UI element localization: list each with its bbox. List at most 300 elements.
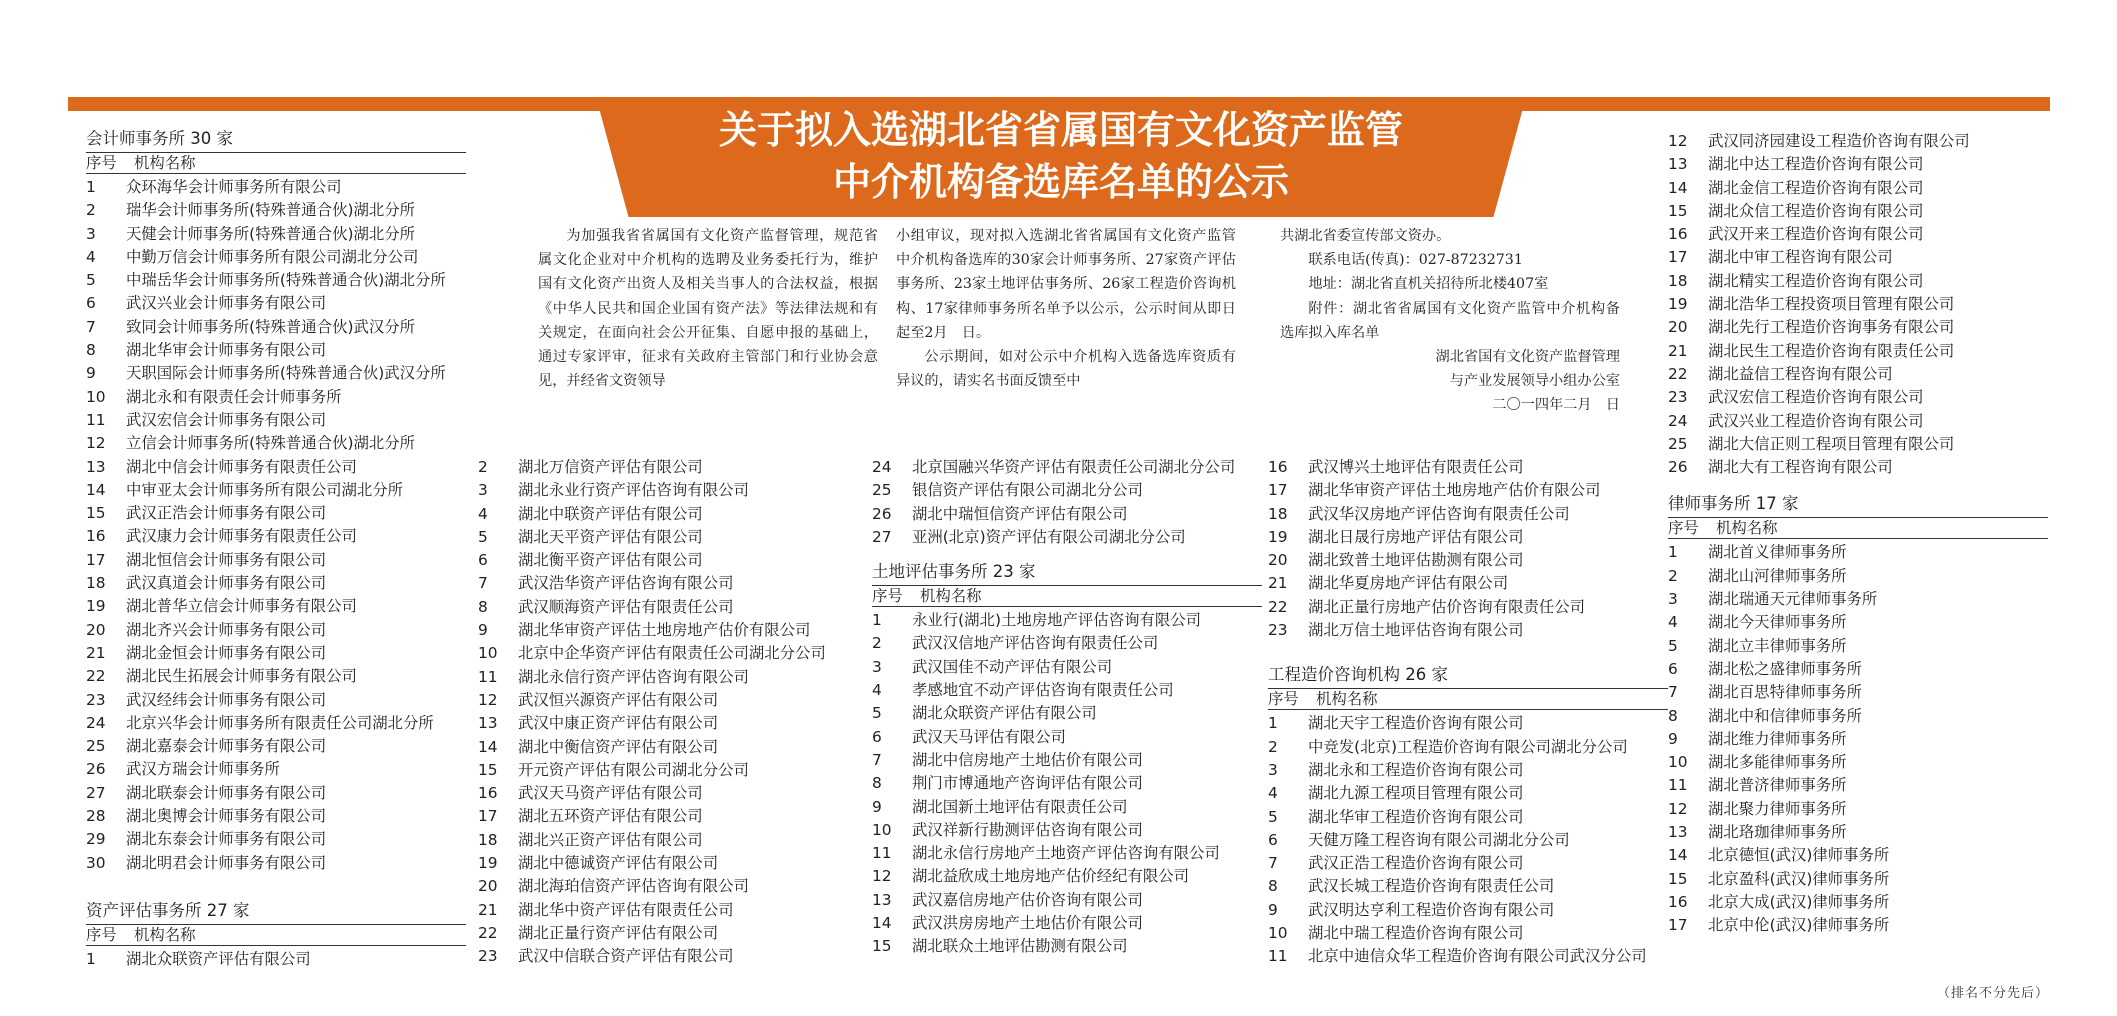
- land-list-part1: [872, 609, 1262, 958]
- item-number: 23: [1668, 388, 1688, 407]
- asset-list-part3: [872, 456, 1262, 549]
- item-number: 1: [86, 950, 96, 968]
- list-item: [478, 922, 848, 945]
- item-number: 7: [478, 574, 488, 593]
- paragraph-contact-unit: 共湖北省委宣传部文资办。: [1280, 228, 1451, 244]
- list-item: [1268, 782, 1668, 805]
- section-heading-law: 律师事务所 17 家: [1668, 494, 1799, 514]
- item-number: 4: [1268, 784, 1278, 803]
- accounting-list: [86, 176, 466, 875]
- item-number: 5: [872, 704, 882, 723]
- item-name: 湖北奥博会计师事务有限公司: [126, 807, 327, 826]
- item-number: 20: [1668, 318, 1688, 337]
- header-name: 机构名称: [1316, 690, 1378, 709]
- item-name: 湖北海珀信资产评估咨询有限公司: [518, 877, 749, 896]
- item-name: 湖北众信工程造价咨询有限公司: [1708, 201, 1924, 220]
- list-item: [478, 875, 848, 898]
- item-name: 湖北多能律师事务所: [1708, 753, 1847, 772]
- list-item: [86, 362, 466, 385]
- item-number: 2: [1668, 566, 1678, 585]
- item-number: 28: [86, 807, 106, 826]
- item-number: 21: [1268, 574, 1288, 593]
- title-line-1: 关于拟入选湖北省省属国有文化资产监管: [718, 107, 1403, 152]
- list-item: [478, 712, 848, 735]
- list-item: [1268, 456, 1668, 479]
- item-number: 12: [478, 690, 498, 709]
- list-item: [478, 642, 848, 665]
- list-item: [1268, 806, 1668, 829]
- item-name: 武汉同济园建设工程造价咨询有限公司: [1708, 132, 1970, 150]
- item-name: 亚洲(北京)资产评估有限公司湖北分公司: [912, 527, 1186, 546]
- section-heading-asset: 资产评估事务所 27 家: [86, 901, 250, 920]
- signature-date: 二〇一四年二月 日: [1492, 397, 1620, 414]
- list-item: [86, 269, 466, 292]
- list-item: [86, 339, 466, 362]
- item-number: 10: [1268, 924, 1288, 943]
- item-name: 湖北华审资产评估土地房地产估价有限公司: [1308, 481, 1601, 500]
- item-number: 1: [1268, 714, 1278, 733]
- item-number: 22: [1268, 597, 1288, 616]
- list-item: [1668, 728, 2048, 751]
- contact-phone: 联系电话(传真)：027-87232731: [1308, 252, 1523, 269]
- item-name: 湖北山河律师事务所: [1708, 566, 1847, 585]
- item-number: 16: [1668, 892, 1688, 911]
- item-name: 武汉开来工程造价咨询有限公司: [1708, 225, 1924, 244]
- item-name: 天健万隆工程咨询有限公司湖北分公司: [1308, 830, 1570, 849]
- item-name: 湖北中和信律师事务所: [1708, 706, 1862, 725]
- asset-list-part2: [478, 456, 848, 969]
- col-accounting: [86, 126, 466, 875]
- list-item: [86, 782, 466, 805]
- item-name: 武汉宏信工程造价咨询有限公司: [1708, 388, 1924, 407]
- table-header: [1268, 688, 1668, 710]
- item-name: 立信会计师事务所(特殊普通合伙)湖北分所: [126, 434, 416, 453]
- list-item: [1668, 798, 2048, 821]
- item-number: 29: [86, 830, 106, 849]
- item-name: 武汉康力会计师事务有限责任公司: [126, 527, 357, 546]
- item-name: 武汉正浩工程造价咨询有限公司: [1308, 854, 1524, 873]
- item-number: 5: [1668, 636, 1678, 655]
- item-number: 11: [1268, 947, 1288, 966]
- list-item: [1668, 658, 2048, 681]
- item-number: 4: [1668, 613, 1678, 632]
- item-name: 湖北益欣成土地房地产估价经纪有限公司: [912, 867, 1190, 886]
- list-item: [478, 503, 848, 526]
- item-number: 6: [872, 727, 882, 746]
- item-name: 湖北嘉泰会计师事务有限公司: [126, 737, 327, 756]
- header-no: 序号: [872, 587, 903, 606]
- item-name: 北京中迪信众华工程造价咨询有限公司武汉分公司: [1308, 947, 1647, 966]
- list-item: [1268, 596, 1668, 619]
- item-number: 7: [86, 317, 96, 336]
- item-number: 13: [1668, 823, 1688, 842]
- list-item: [1268, 479, 1668, 502]
- item-number: 8: [872, 774, 882, 793]
- item-name: 湖北中达工程造价咨询有限公司: [1708, 155, 1924, 174]
- table-header: [86, 152, 466, 174]
- engineering-list-part2: [1668, 130, 2048, 479]
- item-number: 6: [478, 551, 488, 570]
- item-number: 18: [478, 830, 498, 849]
- item-name: 瑞华会计师事务所(特殊普通合伙)湖北分所: [126, 201, 416, 220]
- list-item: [478, 596, 848, 619]
- list-item: [86, 479, 466, 502]
- item-name: 湖北民生工程造价咨询有限责任公司: [1708, 341, 1955, 360]
- list-item: [478, 479, 848, 502]
- list-item: [1268, 899, 1668, 922]
- list-item: [86, 595, 466, 618]
- item-number: 24: [1668, 411, 1688, 430]
- signature-org-1: 湖北省国有文化资产监督管理: [1435, 349, 1620, 366]
- signature-org-2: 与产业发展领导小组办公室: [1449, 373, 1620, 390]
- item-number: 12: [872, 867, 892, 886]
- item-name: 武汉天马评估有限公司: [912, 727, 1066, 746]
- item-name: 湖北恒信会计师事务有限公司: [126, 550, 327, 569]
- item-name: 湖北华审工程造价咨询有限公司: [1308, 807, 1524, 826]
- list-item: [86, 409, 466, 432]
- header-no: 序号: [1268, 690, 1299, 709]
- list-item: [86, 665, 466, 688]
- list-item: [86, 948, 466, 971]
- item-number: 16: [478, 784, 498, 803]
- item-number: 2: [478, 458, 488, 476]
- list-item: [86, 712, 466, 735]
- item-name: 武汉中康正资产评估有限公司: [518, 714, 719, 733]
- item-name: 湖北众联资产评估有限公司: [126, 950, 311, 968]
- list-item: [1668, 410, 2048, 433]
- item-name: 中审亚太会计师事务所有限公司湖北分所: [126, 480, 404, 499]
- item-name: 湖北益信工程咨询有限公司: [1708, 364, 1893, 383]
- item-name: 武汉祥新行勘测评估咨询有限公司: [912, 820, 1143, 839]
- item-number: 11: [872, 844, 892, 863]
- list-item: [872, 456, 1262, 479]
- list-item: [1268, 549, 1668, 572]
- item-name: 武汉中信联合资产评估有限公司: [518, 947, 734, 966]
- item-number: 9: [1668, 729, 1678, 748]
- list-item: [872, 912, 1262, 935]
- list-item: [86, 432, 466, 455]
- item-number: 5: [86, 271, 96, 290]
- item-name: 天健会计师事务所(特殊普通合伙)湖北分所: [126, 224, 416, 243]
- item-name: 湖北永信行资产评估咨询有限公司: [518, 667, 749, 686]
- item-name: 湖北立丰律师事务所: [1708, 636, 1847, 655]
- item-number: 14: [872, 914, 892, 933]
- item-number: 3: [478, 481, 488, 500]
- item-name: 湖北天宇工程造价咨询有限公司: [1308, 714, 1524, 733]
- list-item: [1268, 712, 1668, 735]
- list-item: [872, 726, 1262, 749]
- item-name: 湖北首义律师事务所: [1708, 543, 1847, 562]
- item-number: 9: [478, 621, 488, 640]
- item-name: 武汉浩华资产评估咨询有限公司: [518, 574, 734, 593]
- item-number: 14: [86, 480, 106, 499]
- item-name: 湖北中审工程咨询有限公司: [1708, 248, 1893, 267]
- table-header: [1668, 517, 2048, 539]
- list-item: [872, 479, 1262, 502]
- item-name: 北京兴华会计师事务所有限责任公司湖北分所: [126, 713, 434, 732]
- list-item: [872, 796, 1262, 819]
- item-name: 北京中伦(武汉)律师事务所: [1708, 916, 1890, 935]
- item-number: 6: [1668, 659, 1678, 678]
- item-number: 15: [478, 760, 498, 779]
- item-number: 17: [1268, 481, 1288, 500]
- col-engineering: [1268, 456, 1668, 969]
- col-law: [1668, 130, 2048, 938]
- item-number: 26: [86, 760, 106, 779]
- item-number: 15: [86, 504, 106, 523]
- header-no: 序号: [86, 926, 117, 944]
- item-number: 25: [1668, 434, 1688, 453]
- item-name: 湖北永和工程造价咨询有限公司: [1308, 760, 1524, 779]
- item-name: 湖北普华立信会计师事务有限公司: [126, 597, 357, 616]
- list-item: [872, 749, 1262, 772]
- item-number: 21: [86, 643, 106, 662]
- item-name: 北京德恒(武汉)律师事务所: [1708, 846, 1890, 865]
- item-number: 16: [1268, 458, 1288, 476]
- list-item: [872, 889, 1262, 912]
- item-name: 湖北民生拓展会计师事务有限公司: [126, 667, 357, 686]
- item-number: 12: [86, 434, 106, 453]
- item-name: 武汉博兴土地评估有限责任公司: [1308, 458, 1524, 476]
- item-number: 13: [478, 714, 498, 733]
- list-item: [1268, 572, 1668, 595]
- header-name: 机构名称: [134, 154, 196, 172]
- item-name: 湖北松之盛律师事务所: [1708, 659, 1862, 678]
- list-item: [1668, 223, 2048, 246]
- item-name: 武汉明达亨利工程造价咨询有限公司: [1308, 900, 1555, 919]
- item-number: 23: [478, 947, 498, 966]
- item-number: 24: [872, 458, 892, 476]
- item-name: 湖北中瑞恒信资产评估有限公司: [912, 504, 1128, 523]
- list-item: [86, 852, 466, 875]
- item-name: 湖北华审资产评估土地房地产估价有限公司: [518, 621, 811, 640]
- paragraph-col-1: [538, 224, 878, 393]
- paragraph-intro-cont: 小组审议，现对拟入选湖北省省属国有文化资产监管中介机构备选库的30家会计师事务所、27家资产评估事务所、23家土地评估事务所、26家工程造价咨询机构、17家律师事务所名单予以公示，公示时间从即日起至2月 日。: [896, 228, 1236, 341]
- item-name: 湖北中联资产评估有限公司: [518, 504, 703, 523]
- item-number: 23: [86, 690, 106, 709]
- item-number: 21: [478, 900, 498, 919]
- item-number: 7: [1668, 683, 1678, 702]
- list-item: [1268, 759, 1668, 782]
- item-number: 18: [86, 574, 106, 593]
- item-number: 11: [86, 410, 106, 429]
- item-name: 武汉经纬会计师事务有限公司: [126, 690, 327, 709]
- item-name: 湖北先行工程造价咨询事务有限公司: [1708, 318, 1955, 337]
- list-item: [478, 572, 848, 595]
- list-item: [478, 456, 848, 479]
- item-number: 15: [872, 937, 892, 956]
- item-name: 武汉华汉房地产评估咨询有限责任公司: [1308, 504, 1570, 523]
- list-item: [478, 526, 848, 549]
- list-item: [1268, 852, 1668, 875]
- list-item: [1668, 340, 2048, 363]
- item-name: 湖北普济律师事务所: [1708, 776, 1847, 795]
- list-item: [478, 852, 848, 875]
- item-number: 10: [872, 820, 892, 839]
- col-land: [872, 456, 1262, 959]
- item-name: 湖北维力律师事务所: [1708, 729, 1847, 748]
- list-item: [872, 935, 1262, 958]
- list-item: [86, 176, 466, 199]
- list-item: [1668, 456, 2048, 479]
- item-number: 3: [1668, 590, 1678, 609]
- list-item: [86, 246, 466, 269]
- list-item: [872, 656, 1262, 679]
- item-name: 武汉国佳不动产评估有限公司: [912, 657, 1113, 676]
- list-item: [478, 899, 848, 922]
- law-list: [1668, 541, 2048, 937]
- item-number: 1: [86, 178, 96, 196]
- list-item: [1268, 922, 1668, 945]
- contact-address: 地址：湖北省直机关招待所北楼407室: [1308, 276, 1549, 293]
- item-name: 永业行(湖北)土地房地产评估咨询有限公司: [912, 611, 1202, 630]
- item-name: 武汉真道会计师事务有限公司: [126, 574, 327, 593]
- list-item: [86, 549, 466, 572]
- item-number: 19: [1268, 527, 1288, 546]
- item-number: 30: [86, 853, 106, 872]
- engineering-list-part1: [1268, 712, 1668, 968]
- list-item: [1668, 751, 2048, 774]
- item-number: 19: [1668, 295, 1688, 314]
- item-name: 湖北大有工程咨询有限公司: [1708, 458, 1893, 477]
- list-item: [86, 619, 466, 642]
- item-name: 武汉长城工程造价咨询有限责任公司: [1308, 877, 1555, 896]
- item-name: 武汉正浩会计师事务有限公司: [126, 504, 327, 523]
- item-name: 湖北金恒会计师事务有限公司: [126, 643, 327, 662]
- list-item: [1268, 945, 1668, 968]
- item-number: 3: [872, 657, 882, 676]
- list-item: [86, 223, 466, 246]
- item-number: 25: [86, 737, 106, 756]
- item-number: 13: [872, 890, 892, 909]
- item-name: 武汉兴业工程造价咨询有限公司: [1708, 411, 1924, 430]
- item-number: 10: [86, 387, 106, 406]
- item-number: 17: [1668, 916, 1688, 935]
- item-number: 20: [478, 877, 498, 896]
- list-item: [478, 805, 848, 828]
- item-number: 15: [1668, 869, 1688, 888]
- item-name: 湖北华夏房地产评估有限公司: [1308, 574, 1509, 593]
- item-number: 23: [1268, 621, 1288, 640]
- item-number: 11: [478, 667, 498, 686]
- item-number: 26: [872, 504, 892, 523]
- item-number: 25: [872, 481, 892, 500]
- item-name: 湖北天平资产评估有限公司: [518, 527, 703, 546]
- item-name: 中瑞岳华会计师事务所(特殊普通合伙)湖北分所: [126, 271, 446, 290]
- list-item: [872, 679, 1262, 702]
- list-item: [478, 666, 848, 689]
- item-name: 湖北齐兴会计师事务有限公司: [126, 620, 327, 639]
- list-item: [86, 292, 466, 315]
- item-number: 1: [1668, 543, 1678, 562]
- list-item: [86, 456, 466, 479]
- paragraph-objection: 公示期间，如对公示中介机构入选备选库资质有异议的，请实名书面反馈至中: [896, 349, 1236, 390]
- item-name: 湖北正量行房地产估价咨询有限责任公司: [1308, 597, 1586, 616]
- col-asset-start: [86, 898, 466, 971]
- list-item: [1268, 526, 1668, 549]
- list-item: [872, 819, 1262, 842]
- list-item: [1268, 829, 1668, 852]
- list-item: [478, 689, 848, 712]
- item-name: 北京国融兴华资产评估有限责任公司湖北分公司: [912, 458, 1236, 476]
- section-heading-accounting: 会计师事务所 30 家: [86, 129, 233, 148]
- list-item: [1668, 293, 2048, 316]
- list-item: [1668, 844, 2048, 867]
- item-number: 8: [1668, 706, 1678, 725]
- list-item: [1668, 565, 2048, 588]
- item-number: 10: [478, 644, 498, 663]
- list-item: [86, 572, 466, 595]
- item-name: 湖北东泰会计师事务有限公司: [126, 830, 327, 849]
- title-line-2: 中介机构备选库名单的公示: [832, 159, 1289, 204]
- item-number: 17: [1668, 248, 1688, 267]
- item-name: 湖北珞珈律师事务所: [1708, 823, 1847, 842]
- item-number: 6: [86, 294, 96, 313]
- list-item: [1268, 619, 1668, 642]
- item-name: 武汉汉信地产评估咨询有限责任公司: [912, 634, 1159, 653]
- item-name: 湖北聚力律师事务所: [1708, 799, 1847, 818]
- item-number: 7: [872, 750, 882, 769]
- item-name: 湖北万信土地评估咨询有限公司: [1308, 621, 1524, 640]
- list-item: [86, 525, 466, 548]
- table-header: [86, 924, 466, 946]
- item-name: 湖北中德诚资产评估有限公司: [518, 854, 719, 873]
- list-item: [478, 945, 848, 968]
- table-header: [872, 585, 1262, 607]
- item-name: 湖北联众土地评估勘测有限公司: [912, 937, 1128, 956]
- item-number: 20: [86, 620, 106, 639]
- item-number: 14: [1668, 846, 1688, 865]
- item-number: 16: [86, 527, 106, 546]
- land-list-part2: [1268, 456, 1668, 642]
- item-name: 武汉天马资产评估有限公司: [518, 784, 703, 803]
- item-number: 20: [1268, 551, 1288, 570]
- item-name: 天职国际会计师事务所(特殊普通合伙)武汉分所: [126, 364, 446, 383]
- item-name: 湖北中瑞工程造价咨询有限公司: [1308, 924, 1524, 943]
- item-number: 9: [1268, 900, 1278, 919]
- item-name: 湖北中衡信资产评估有限公司: [518, 737, 719, 756]
- item-name: 湖北永业行资产评估咨询有限公司: [518, 481, 749, 500]
- header-name: 机构名称: [1716, 519, 1778, 538]
- list-item: [478, 829, 848, 852]
- list-item: [1268, 503, 1668, 526]
- item-number: 13: [86, 457, 106, 476]
- list-item: [478, 782, 848, 805]
- item-name: 湖北大信正则工程项目管理有限公司: [1708, 434, 1955, 453]
- item-name: 湖北衡平资产评估有限公司: [518, 551, 703, 570]
- list-item: [1668, 386, 2048, 409]
- list-item: [872, 609, 1262, 632]
- list-item: [872, 842, 1262, 865]
- item-number: 17: [478, 807, 498, 826]
- list-item: [1668, 635, 2048, 658]
- item-number: 9: [872, 797, 882, 816]
- list-item: [872, 702, 1262, 725]
- item-name: 湖北华审会计师事务有限公司: [126, 341, 327, 360]
- item-number: 6: [1268, 830, 1278, 849]
- item-name: 湖北金信工程造价咨询有限公司: [1708, 178, 1924, 197]
- list-item: [478, 549, 848, 572]
- item-number: 2: [872, 634, 882, 653]
- item-name: 湖北华中资产评估有限责任公司: [518, 900, 734, 919]
- list-item: [1668, 246, 2048, 269]
- list-item: [1668, 868, 2048, 891]
- item-number: 19: [86, 597, 106, 616]
- item-name: 湖北九源工程项目管理有限公司: [1308, 784, 1524, 803]
- list-item: [1268, 875, 1668, 898]
- list-item: [1668, 611, 2048, 634]
- item-number: 22: [478, 923, 498, 942]
